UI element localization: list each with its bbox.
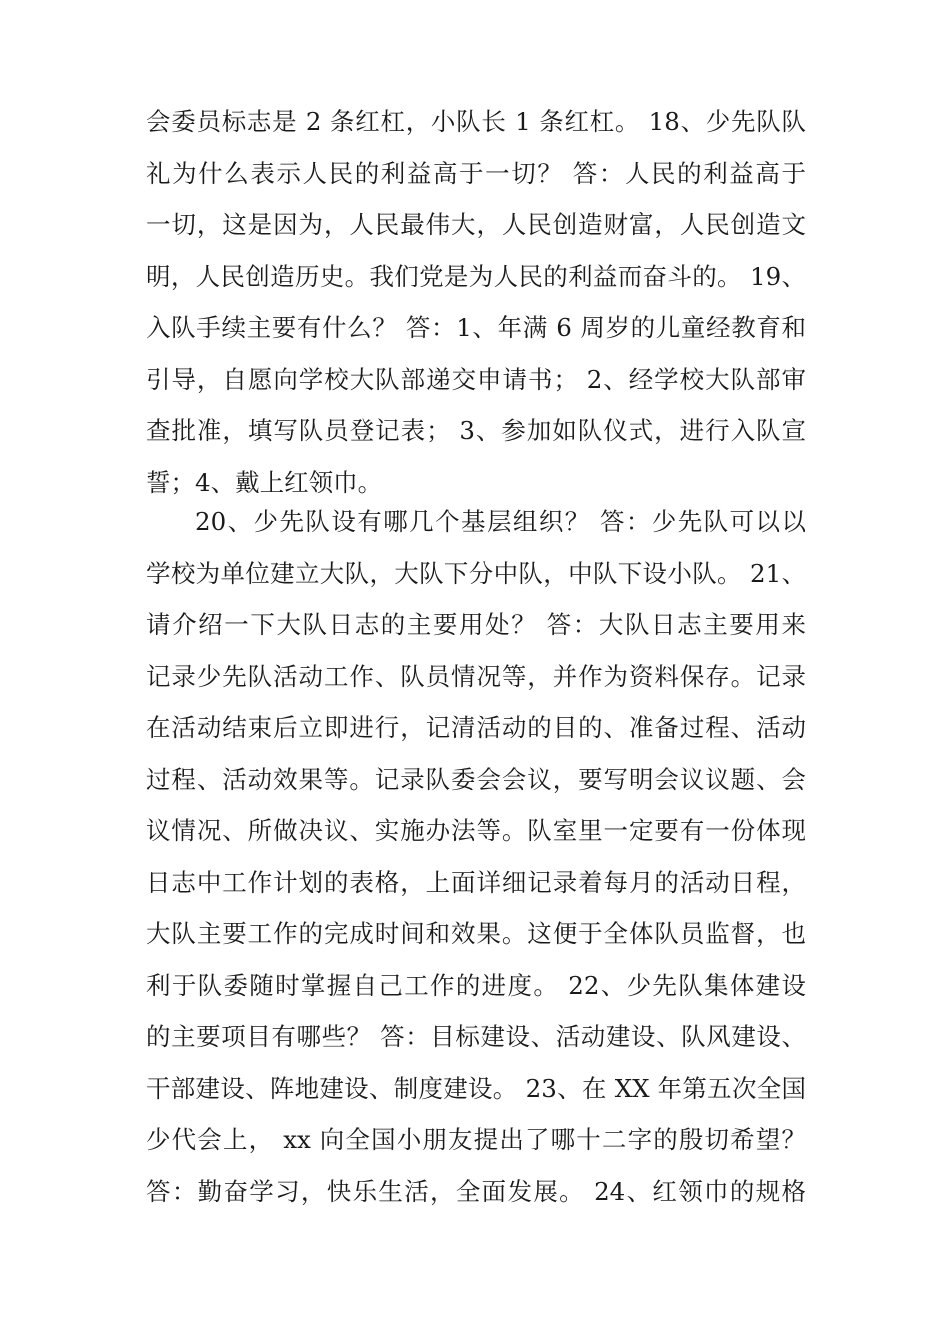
text-line: 大队主要工作的完成时间和效果。这便于全体队员监督，也 — [146, 919, 806, 948]
text-line: 20、少先队设有哪几个基层组织？ 答：少先队可以以 — [195, 507, 806, 536]
text-line: 的主要项目有哪些？ 答：目标建设、活动建设、队风建设、 — [146, 1022, 806, 1051]
text-line: 日志中工作计划的表格，上面详细记录着每月的活动日程， — [146, 867, 806, 897]
paragraph-2 — [146, 496, 806, 1217]
text-line: 少代会上， xx 向全国小朋友提出了哪十二字的殷切希望？ — [146, 1125, 806, 1154]
text-line: 在活动结束后立即进行，记清活动的目的、准备过程、活动 — [146, 713, 806, 742]
text-line: 学校为单位建立大队，大队下分中队，中队下设小队。 21、 — [146, 558, 806, 588]
text-line: 答：勤奋学习，快乐生活，全面发展。 24、红领巾的规格 — [146, 1176, 806, 1206]
text-line: 一切，这是因为，人民最伟大，人民创造财富，人民创造文 — [146, 210, 806, 239]
text-line: 过程、活动效果等。记录队委会会议，要写明会议议题、会 — [146, 764, 806, 794]
text-line: 利于队委随时掌握自己工作的进度。 22、少先队集体建设 — [146, 970, 806, 1000]
text-line: 入队手续主要有什么？ 答：1、年满 6 周岁的儿童经教育和 — [146, 313, 806, 342]
text-line: 议情况、所做决议、实施办法等。队室里一定要有一份体现 — [146, 816, 806, 845]
text-line: 会委员标志是 2 条红杠，小队长 1 条红杠。 18、少先队队 — [146, 107, 806, 136]
paragraph-1 — [146, 96, 806, 508]
text-line: 记录少先队活动工作、队员情况等，并作为资料保存。记录 — [146, 661, 806, 691]
text-line: 查批准，填写队员登记表； 3、参加如队仪式，进行入队宣 — [146, 416, 806, 445]
text-line: 明，人民创造历史。我们党是为人民的利益而奋斗的。 19、 — [146, 261, 806, 291]
text-line: 干部建设、阵地建设、制度建设。 23、在 XX 年第五次全国 — [146, 1073, 806, 1103]
text-line: 引导，自愿向学校大队部递交申请书； 2、经学校大队部审 — [146, 364, 806, 394]
text-line: 誓；4、戴上红领巾。 — [146, 467, 383, 497]
text-line: 礼为什么表示人民的利益高于一切？ 答：人民的利益高于 — [146, 158, 806, 188]
text-line: 请介绍一下大队日志的主要用处？ 答：大队日志主要用来 — [146, 610, 806, 639]
